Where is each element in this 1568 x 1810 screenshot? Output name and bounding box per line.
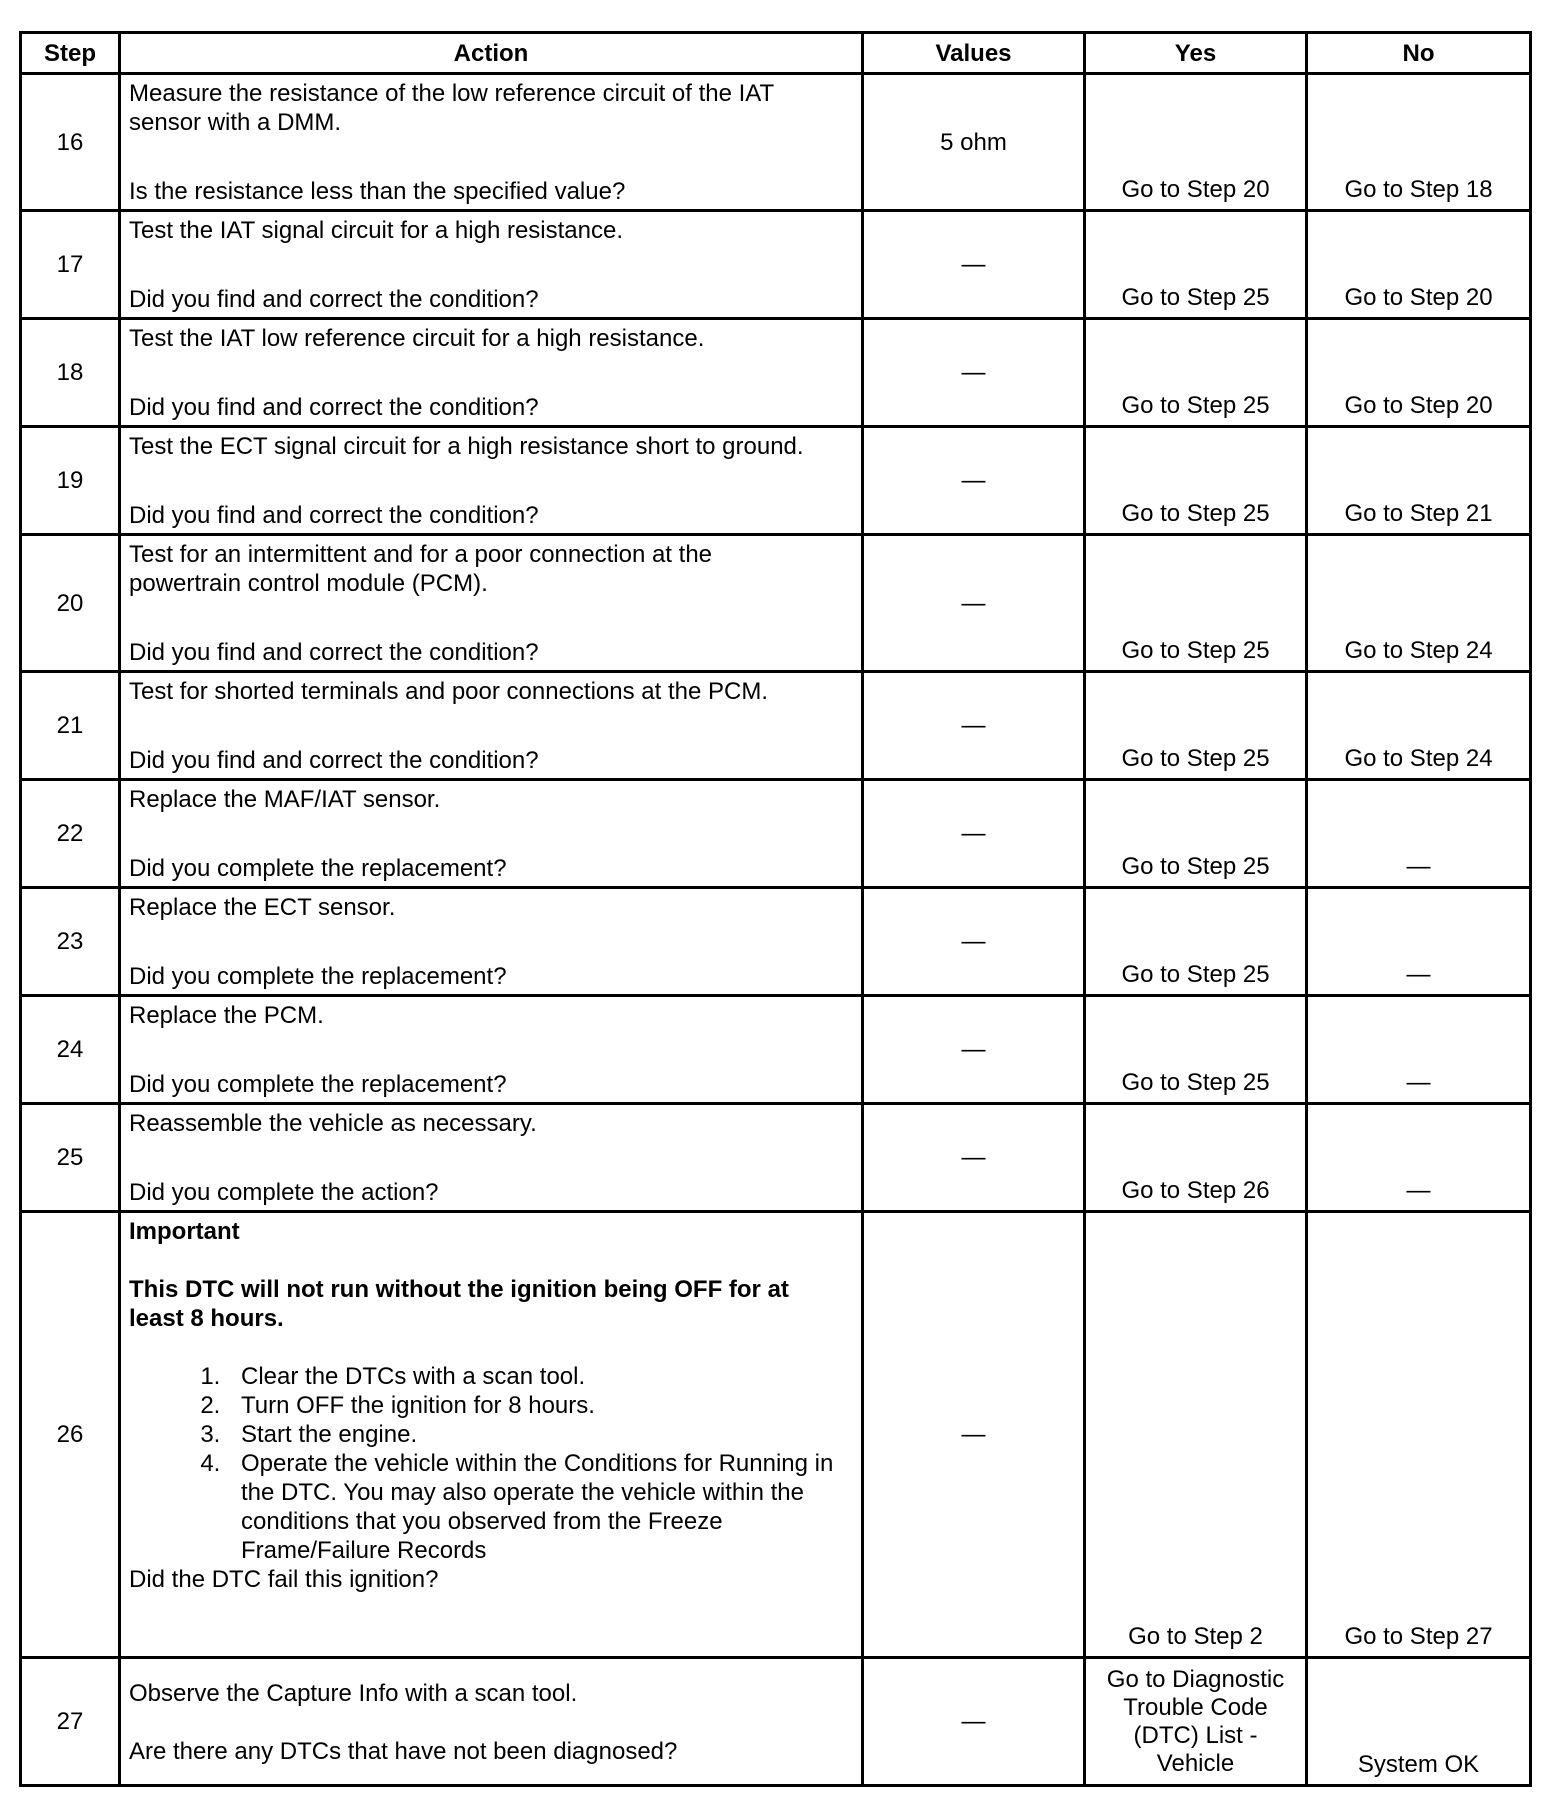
action-cell <box>120 780 863 888</box>
value-cell: — <box>863 780 1085 888</box>
value-cell: — <box>863 672 1085 780</box>
diagnostic-table-wrapper <box>19 31 1529 1787</box>
action-text: Replace the PCM. <box>129 1002 324 1029</box>
value-cell: — <box>863 535 1085 672</box>
procedure-item: 4. Operate the vehicle within the Conditions for Running in the DTC. You may also operate the vehicle within the conditions that you observed from the Freeze Frame/Failure Records <box>227 1449 855 1565</box>
procedure-item: 1. Clear the DTCs with a scan tool. <box>227 1362 855 1391</box>
action-cell <box>120 535 863 672</box>
action-text: Test the IAT signal circuit for a high resistance. <box>129 217 624 244</box>
header-values: Values <box>863 33 1085 74</box>
value-cell: — <box>863 1212 1085 1658</box>
yes-cell: Go to Step 25 <box>1085 996 1307 1104</box>
step-number: 16 <box>21 74 120 211</box>
action-question: Are there any DTCs that have not been diagnosed? <box>129 1737 678 1765</box>
important-label: Important <box>129 1218 240 1245</box>
action-text: Observe the Capture Info with a scan tool. <box>129 1679 578 1707</box>
step-number: 21 <box>21 672 120 780</box>
no-cell: — <box>1307 1104 1531 1212</box>
table-row <box>21 535 1531 672</box>
yes-cell: Go to Step 25 <box>1085 535 1307 672</box>
table-row <box>21 780 1531 888</box>
action-question: Did you complete the replacement? <box>129 855 507 882</box>
action-cell <box>120 211 863 319</box>
header-action: Action <box>120 33 863 74</box>
procedure-item: 3. Start the engine. <box>227 1420 855 1449</box>
action-cell <box>120 996 863 1104</box>
action-cell <box>120 672 863 780</box>
yes-cell: Go to Diagnostic Trouble Code (DTC) List - Vehicle <box>1085 1658 1307 1786</box>
value-cell: — <box>863 211 1085 319</box>
no-cell: Go to Step 27 <box>1307 1212 1531 1658</box>
action-text: Test for an intermittent and for a poor connection at the <box>129 541 713 568</box>
action-text: sensor with a DMM. <box>129 109 342 136</box>
action-cell <box>120 319 863 427</box>
table-row <box>21 211 1531 319</box>
no-cell: Go to Step 24 <box>1307 672 1531 780</box>
step-number: 23 <box>21 888 120 996</box>
procedure-item: 2. Turn OFF the ignition for 8 hours. <box>227 1391 855 1420</box>
header-step: Step <box>21 33 120 74</box>
value-cell: — <box>863 319 1085 427</box>
important-note-line: least 8 hours. <box>129 1305 284 1332</box>
action-text: Reassemble the vehicle as necessary. <box>129 1110 537 1137</box>
table-row <box>21 672 1531 780</box>
step-number: 27 <box>21 1658 120 1786</box>
no-cell: Go to Step 20 <box>1307 211 1531 319</box>
step-number: 18 <box>21 319 120 427</box>
action-text: Replace the ECT sensor. <box>129 894 396 921</box>
action-text: Test the IAT low reference circuit for a high resistance. <box>129 325 705 352</box>
no-cell: — <box>1307 996 1531 1104</box>
table-row <box>21 1104 1531 1212</box>
yes-cell: Go to Step 25 <box>1085 211 1307 319</box>
value-cell: 5 ohm <box>863 74 1085 211</box>
value-cell: — <box>863 427 1085 535</box>
action-question: Did you complete the action? <box>129 1179 439 1206</box>
no-cell: — <box>1307 780 1531 888</box>
table-row <box>21 1658 1531 1786</box>
diagnostic-table <box>19 31 1532 1787</box>
action-question: Did you find and correct the condition? <box>129 747 539 774</box>
yes-cell: Go to Step 25 <box>1085 319 1307 427</box>
action-cell <box>120 427 863 535</box>
step-number: 25 <box>21 1104 120 1212</box>
yes-cell: Go to Step 25 <box>1085 672 1307 780</box>
yes-cell: Go to Step 25 <box>1085 888 1307 996</box>
action-cell <box>120 74 863 211</box>
step-number: 22 <box>21 780 120 888</box>
step-number: 19 <box>21 427 120 535</box>
table-row <box>21 1212 1531 1658</box>
yes-cell: Go to Step 26 <box>1085 1104 1307 1212</box>
table-row <box>21 74 1531 211</box>
action-question: Did the DTC fail this ignition? <box>129 1566 439 1593</box>
header-row <box>21 33 1531 74</box>
step-number: 20 <box>21 535 120 672</box>
no-cell: Go to Step 20 <box>1307 319 1531 427</box>
action-question: Did you complete the replacement? <box>129 1071 507 1098</box>
value-cell: — <box>863 888 1085 996</box>
header-no: No <box>1307 33 1531 74</box>
step-number: 26 <box>21 1212 120 1658</box>
yes-cell: Go to Step 25 <box>1085 780 1307 888</box>
action-cell <box>120 888 863 996</box>
value-cell: — <box>863 1658 1085 1786</box>
table-row <box>21 427 1531 535</box>
value-cell: — <box>863 1104 1085 1212</box>
step-number: 24 <box>21 996 120 1104</box>
action-cell <box>120 1212 863 1658</box>
no-cell: Go to Step 24 <box>1307 535 1531 672</box>
table-row <box>21 996 1531 1104</box>
action-text: Measure the resistance of the low reference circuit of the IAT <box>129 80 775 107</box>
action-question: Is the resistance less than the specified value? <box>129 178 626 205</box>
action-cell <box>120 1104 863 1212</box>
action-text: powertrain control module (PCM). <box>129 570 488 597</box>
value-cell: — <box>863 996 1085 1104</box>
no-cell: Go to Step 18 <box>1307 74 1531 211</box>
action-question: Did you find and correct the condition? <box>129 286 539 313</box>
action-question: Did you find and correct the condition? <box>129 502 539 529</box>
no-cell: — <box>1307 888 1531 996</box>
procedure-list <box>129 1362 855 1565</box>
action-text: Replace the MAF/IAT sensor. <box>129 786 441 813</box>
no-cell: Go to Step 21 <box>1307 427 1531 535</box>
yes-cell: Go to Step 20 <box>1085 74 1307 211</box>
step-number: 17 <box>21 211 120 319</box>
action-text: Test for shorted terminals and poor connections at the PCM. <box>129 678 768 705</box>
header-yes: Yes <box>1085 33 1307 74</box>
table-row <box>21 888 1531 996</box>
action-text: Test the ECT signal circuit for a high resistance short to ground. <box>129 433 804 460</box>
no-cell: System OK <box>1307 1658 1531 1786</box>
yes-cell: Go to Step 25 <box>1085 427 1307 535</box>
action-question: Did you find and correct the condition? <box>129 394 539 421</box>
action-question: Did you find and correct the condition? <box>129 639 539 666</box>
table-row <box>21 319 1531 427</box>
action-question: Did you complete the replacement? <box>129 963 507 990</box>
yes-cell: Go to Step 2 <box>1085 1212 1307 1658</box>
important-note-line: This DTC will not run without the ignition being OFF for at <box>129 1276 789 1303</box>
action-cell <box>120 1658 863 1786</box>
